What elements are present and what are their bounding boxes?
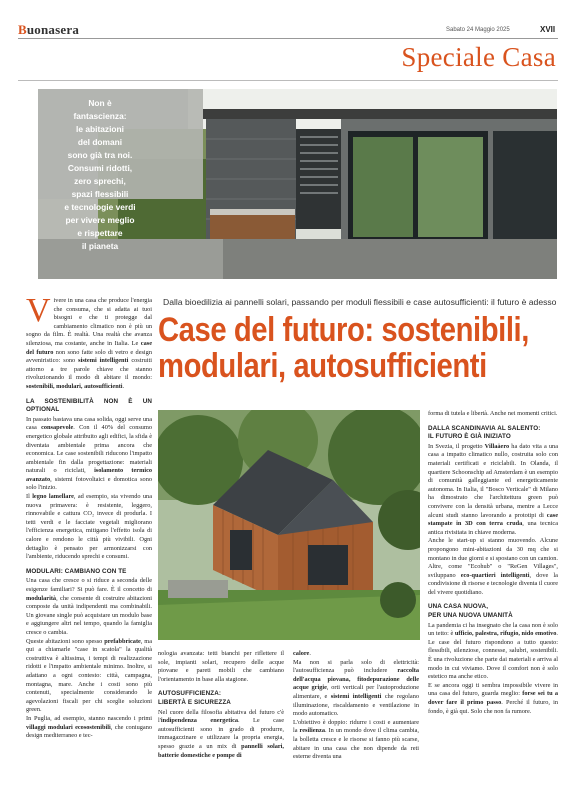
paragraph: In Svezia, il progetto Villaåero ha dato vita a una casa a impatto climatico nullo, costruita solo con materiali certificati e riciclabili. In Olanda, il quartiere Schoonschip ad Amsterdam è un esempio di comunità galleggiante ed energeticamente autonoma. In Italia, il "Bosco Verticale" di Milano ha dimostrato che l'architettura green può convivere con la densità urbana, mentre a Lecce alcuni studi stanno lavorando a prototipi di case stampate in 3D con terra cruda, una tecnica antica rivisitata in chiave moderna.	[428, 442, 558, 536]
paragraph: Ma non si parla solo di elettricità: l'autosufficienza può includere raccolta dell'acqua piovana, fitodepurazione delle acque grigie, orti verticali per l'autoproduzione alimentare, e sistemi intelligenti che regolano illuminazione, riscaldamento e ventilazione in modo automatico.	[293, 658, 420, 718]
photo-overlay-caption	[40, 97, 160, 253]
overlay-line: spazi flessibili	[71, 189, 129, 199]
article-column-2	[158, 650, 284, 760]
article-column-1	[26, 292, 153, 741]
paragraph: Il legno lamellare, ad esempio, sta vivendo una nuova primavera: è resistente, leggero, rinnovabile e cattura CO₂ invece di produrla. I tetti verdi e le facciate vegetali migliorano l'efficienza energetica, mitigano l'effetto isola di calore e rendono le città più vivibili. Ogni dettaglio è pensato per armonizzarsi con l'ambiente, riducendo sprechi e consumi.	[26, 493, 153, 561]
masthead	[18, 22, 79, 38]
issue-date: Sabato 24 Maggio 2025	[446, 27, 510, 33]
paragraph: calore.	[293, 650, 311, 657]
subheading: UNA CASA NUOVA, PER UNA NUOVA UMANITÀ	[428, 603, 513, 620]
overlay-line: Non è	[88, 98, 112, 108]
overlay-line: fantascienza:	[73, 111, 127, 121]
paragraph: Una casa che cresce o si riduce a seconda delle esigenze familiari? Si può fare. È il concetto di modularità, che consente di costruire abitazioni composte da unità indipendenti ma combinabili. Un giovane single può acquistare un modulo base e aggiungere altri nel tempo, quando la famiglia cresce o cambia.	[26, 577, 152, 636]
lead-paragraph: Vivere in una casa che produce l'energia che consuma, che si adatta ai tuoi bisogni e che ti protegge dal cambiamento climatico non è più un sogno da film. È realtà. Una realtà che avanza silenziosa, ma costante, anche in Italia. Le case del futuro non sono fatte solo di vetro e design avveniristico: sono sistemi intelligenti costruiti attorno a tre parole chiave che stanno rivoluzionando il modo di abitare il mondo: sostenibili, modulari, autosufficienti.	[26, 292, 153, 390]
subheading: AUTOSUFFICIENZA: LIBERTÀ E SICUREZZA	[158, 690, 231, 706]
paragraph: forma di tutela e libertà. Anche nei momenti critici.	[428, 410, 558, 417]
overlay-line: zero sprechi,	[74, 176, 126, 186]
paragraph: In Puglia, ad esempio, stanno nascendo i primi villaggi modulari ecosostenibili, che coniugano design mediterraneo e tec-	[26, 714, 152, 740]
overlay-line: del domani	[77, 137, 123, 147]
masthead-brand: uonasera	[26, 22, 80, 37]
headline-line-1: Case del futuro: sostenibili,	[158, 311, 529, 349]
overlay-line: Consumi ridotti,	[67, 163, 133, 173]
subheading: LA SOSTENIBILITÀ NON È UN OPTIONAL	[26, 397, 152, 414]
header-rule	[18, 38, 558, 39]
middle-photo	[158, 410, 420, 640]
paragraph: Queste abitazioni sono spesso prefabbricate, ma qui a chiamarle "case in scatola" la qualità costruttiva è altissima, i tempi di realizzazione ridotti e l'impatto ambientale minimo. Inoltre, si adattano a ogni contesto: città, campagna, montagna, mare. Anche i costi sono più contenuti, specialmente considerando le agevolazioni fiscali per chi sceglie soluzioni green.	[26, 637, 153, 714]
paragraph: La pandemia ci ha insegnato che la casa non è solo un tetto: è ufficio, palestra, rifugio, nido emotivo. Le case del futuro rispondono a tutto questo: flessibili, silenziose, connesse, salubri, sostenibili. È una rivoluzione che parte dai materiali e arriva al modo in cui viviamo. Dove il comfort non è solo estetico ma anche etico.	[428, 621, 558, 681]
paragraph: L'obiettivo è doppio: ridurre i costi e aumentare la resilienza. In un mondo dove il clima cambia, la bolletta cresce e le risorse si fanno più scarse, abitare in una casa che non dipende da reti esterne diventa una	[293, 718, 420, 761]
overlay-line: per vivere meglio	[65, 215, 135, 225]
article-subtitle: Dalla bioedilizia ai pannelli solari, passando per moduli flessibili e case autosufficienti: il futuro è adesso	[163, 297, 557, 307]
article-column-4	[428, 410, 558, 716]
overlay-line: le abitazioni	[76, 124, 124, 134]
subheading: DALLA SCANDINAVIA AL SALENTO: IL FUTURO È GIÀ INIZIATO	[428, 424, 541, 441]
overlay-line: e rispettare	[77, 228, 123, 238]
wooden-house-photo	[158, 410, 420, 640]
paragraph: nologia avanzata: tetti bianchi per riflettere il sole, impianti solari, recupero delle acque piovane e pareti mobili che cambiano l'orientamento in base alla stagione.	[158, 650, 284, 683]
overlay-line: sono già tra noi.	[67, 150, 133, 160]
subheading: MODULARI: CAMBIANO CON TE	[26, 567, 127, 575]
section-rule	[18, 80, 558, 81]
page-number: XVII	[540, 25, 556, 34]
overlay-line: e tecnologie verdi	[64, 202, 136, 212]
masthead-brand-initial: B	[18, 22, 27, 37]
article-headline	[158, 311, 529, 385]
paragraph: Anche le start-up si stanno muovendo. Alcune propongono mini-abitazioni da 30 mq che si montano in due giorni e si spostano con un camion. Altre, come "Ecohub" o "ReGen Villages", sviluppano eco-quartieri intelligenti, dove la condivisione di risorse e tecnologie diventa il cuore del vivere quotidiano.	[428, 537, 558, 596]
overlay-line: il pianeta	[81, 241, 119, 251]
headline-line-2: modulari, autosufficienti	[158, 347, 487, 385]
section-title: Speciale Casa	[401, 42, 556, 72]
dropcap: V	[26, 292, 51, 329]
article-column-3	[293, 650, 419, 762]
paragraph: E se ancora oggi ti sembra impossibile vivere in una casa del futuro, guarda meglio: forse sei tu a dover fare il primo passo. Perché il futuro, in fondo, è già qui. Solo che non fa rumore.	[428, 681, 558, 715]
paragraph: Nel cuore della filosofia abitativa del futuro c'è l'indipendenza energetica. Le case autosufficienti sono in grado di produrre, immagazzinare e utilizzare la propria energia, spesso grazie a un mix di pannelli solari, batterie domestiche e pompe di	[158, 708, 284, 759]
paragraph: In passato bastava una casa solida, oggi serve una casa consapevole. Con il 40% del consumo energetico globale attribuito agli edifici, la sfida è diventata ambientale prima ancora che economica. Le case sostenibili riducono l'impatto ambientale fin dalla progettazione: materiali naturali o riciclati, isolamento termico avanzato, sistemi fotovoltaici e domotica sono solo l'inizio.	[26, 415, 153, 492]
